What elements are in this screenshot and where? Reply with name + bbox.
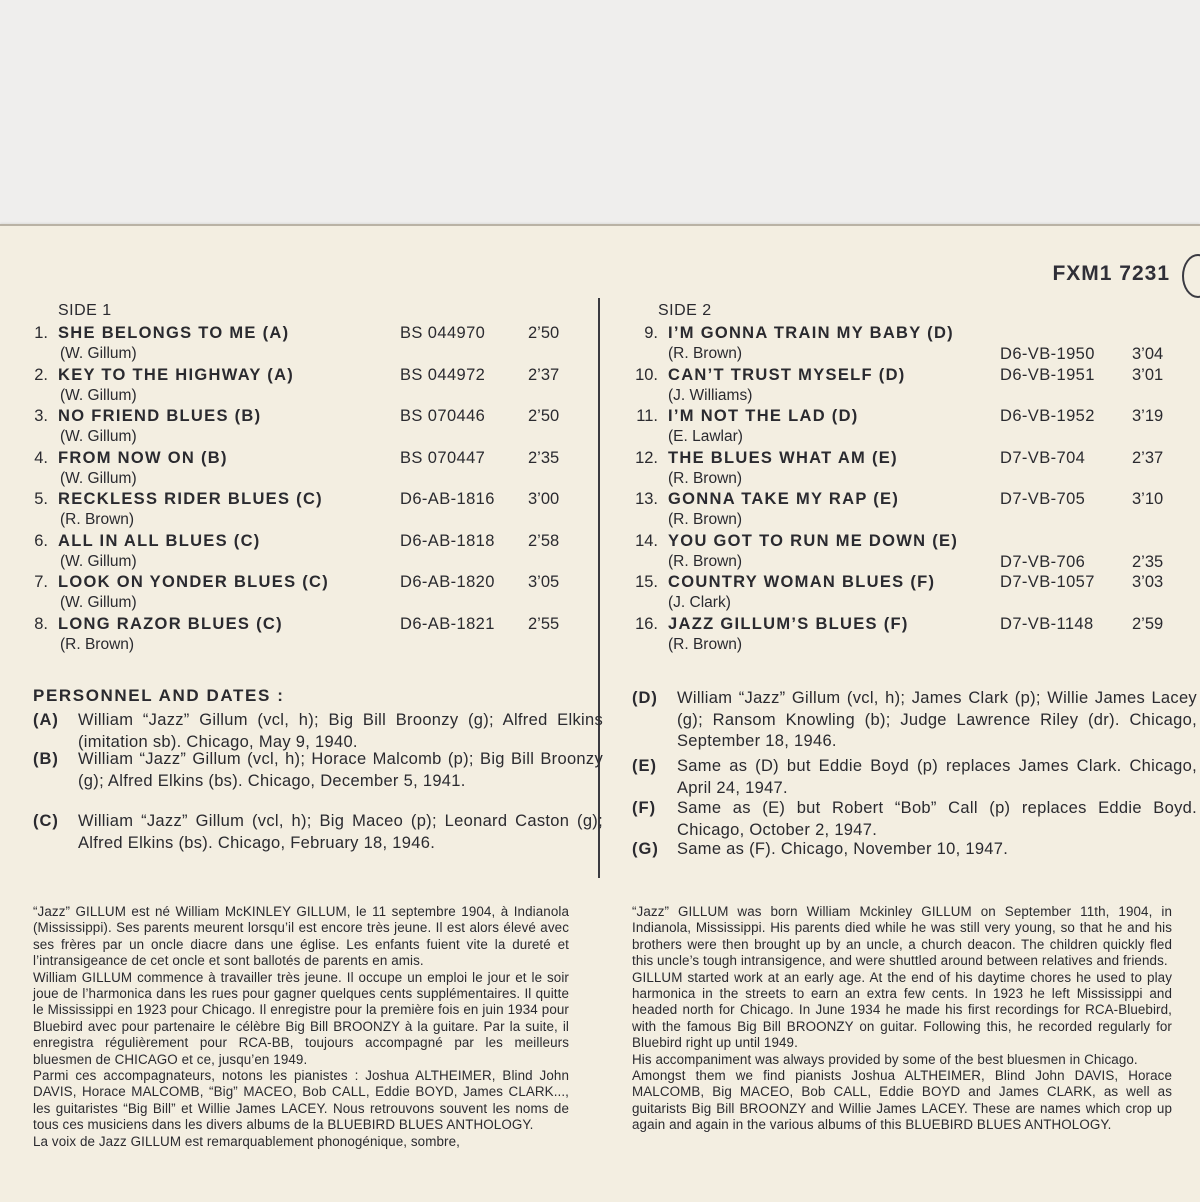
track-matrix-number: D6-VB-1950: [1000, 345, 1095, 363]
track-duration: 2’37: [1132, 448, 1164, 467]
track-matrix-number: D7-VB-1148: [1000, 614, 1094, 633]
track-number: 7.: [34, 573, 48, 591]
track-title: ALL IN ALL BLUES (C): [58, 531, 261, 550]
side-1-label: SIDE 1: [58, 302, 112, 319]
track-duration: 3’10: [1132, 490, 1164, 508]
track-row: [0, 407, 598, 449]
track-duration: 3’01: [1132, 365, 1164, 384]
track-row: [600, 407, 1200, 449]
track-composer: (R. Brown): [60, 635, 135, 653]
track-title: JAZZ GILLUM’S BLUES (F): [668, 614, 909, 633]
record-sleeve: [0, 224, 1200, 1202]
track-number: 12.: [635, 448, 658, 467]
track-composer: (W. Gillum): [60, 552, 137, 570]
track-duration: 3’04: [1132, 345, 1164, 363]
track-composer: (W. Gillum): [60, 594, 137, 611]
track-duration: 2’35: [1132, 552, 1164, 571]
track-title: LONG RAZOR BLUES (C): [58, 614, 283, 633]
track-composer: (W. Gillum): [60, 345, 137, 362]
track-matrix-number: D6-VB-1951: [1000, 365, 1095, 384]
track-number: 9.: [644, 324, 658, 342]
track-composer: (W. Gillum): [60, 386, 137, 404]
track-row: [0, 366, 598, 408]
track-number: 2.: [34, 365, 48, 384]
session-details: William “Jazz” Gillum (vcl, h); Horace Malcomb (p); Big Bill Broonzy (g); Alfred Elkins (bs). Chicago, December 5, 1941.: [78, 750, 603, 790]
track-matrix-number: BS 044970: [400, 324, 486, 342]
track-composer: (J. Williams): [668, 386, 753, 404]
session-details: William “Jazz” Gillum (vcl, h); Big Bill Broonzy (g); Alfred Elkins (imitation sb). Chicago, May 9, 1940.: [78, 711, 603, 751]
track-row: [600, 532, 1200, 574]
track-matrix-number: BS 070446: [400, 407, 486, 425]
track-matrix-number: D6-AB-1818: [400, 531, 495, 550]
track-number: 5.: [34, 490, 48, 508]
session-key: (C): [33, 812, 59, 830]
track-row: [0, 449, 598, 491]
session-key: (A): [33, 711, 59, 729]
catalog-logo-fragment: [1182, 254, 1200, 298]
track-duration: 3’05: [528, 573, 560, 591]
track-matrix-number: BS 044972: [400, 365, 486, 384]
track-matrix-number: D7-VB-705: [1000, 490, 1086, 508]
session-details: Same as (D) but Eddie Boyd (p) replaces James Clark. Chicago, April 24, 1947.: [677, 757, 1197, 797]
session-details: William “Jazz” Gillum (vcl, h); Big Maceo (p); Leonard Caston (g); Alfred Elkins (bs). Chicago, February 18, 1946.: [78, 812, 603, 852]
track-matrix-number: D6-AB-1820: [400, 573, 495, 591]
track-title: KEY TO THE HIGHWAY (A): [58, 365, 295, 384]
session-key: (B): [33, 750, 59, 768]
track-row: [600, 615, 1200, 657]
track-number: 3.: [34, 407, 48, 425]
session-key: (G): [632, 840, 659, 858]
track-row: [0, 532, 598, 574]
track-duration: 2’35: [528, 448, 560, 467]
track-composer: (E. Lawlar): [668, 428, 743, 445]
track-title: GONNA TAKE MY RAP (E): [668, 490, 900, 508]
track-duration: 2’55: [528, 614, 560, 633]
biography-paragraph: His accompaniment was always provided by some of the best bluesmen in Chicago.: [632, 1051, 1138, 1067]
session-key: (E): [632, 757, 657, 775]
track-composer: (R. Brown): [668, 635, 743, 653]
track-duration: 3’03: [1132, 573, 1164, 591]
track-matrix-number: D7-VB-706: [1000, 552, 1086, 571]
track-title: FROM NOW ON (B): [58, 448, 228, 467]
session-key: (D): [632, 689, 658, 707]
track-title: I’M GONNA TRAIN MY BABY (D): [668, 324, 954, 342]
track-row: [600, 366, 1200, 408]
biography-french: [33, 904, 569, 1150]
track-matrix-number: D7-VB-704: [1000, 448, 1086, 467]
track-composer: (R. Brown): [60, 511, 135, 528]
track-number: 10.: [635, 365, 658, 384]
track-title: SHE BELONGS TO ME (A): [58, 324, 290, 342]
session-key: (F): [632, 799, 657, 817]
session-details: Same as (F). Chicago, November 10, 1947.: [677, 840, 1009, 858]
session-details: Same as (E) but Robert “Bob” Call (p) replaces Eddie Boyd. Chicago, October 2, 1947.: [677, 799, 1197, 839]
track-row: [0, 573, 598, 615]
biography-paragraph: Amongst them we find pianists Joshua ALTHEIMER, Blind John DAVIS, Horace MALCOMB, Big MACEO, Bob CALL, Eddie BOYD and James CLARK, as well as guitarists Big Bill BROONZY and Willie James LACEY. These are names which crop up again and again in the various albums of this BLUEBIRD BLUES ANTHOLOGY.: [632, 1068, 1172, 1133]
biography-paragraph: William GILLUM commence à travailler très jeune. Il occupe un emploi le jour et le soir joue de l’harmonica dans les rues pour gagner quelques cents supplémentaires. Il quitte le Mississippi en 1923 pour Chicago. Il enregistre pour la première fois en juin 1934 pour Bluebird avec pour partenaire le célèbre Big Bill BROONZY à la guitare. Par la suite, il enregistra régulièrement pour RCA-BB, toujours accompagné par les meilleurs bluesmen de CHICAGO et ce, jusqu’en 1949.: [33, 969, 569, 1067]
biography-paragraph: La voix de Jazz GILLUM est remarquablement phonogénique, sombre,: [33, 1133, 460, 1149]
track-composer: (R. Brown): [668, 469, 743, 487]
track-composer: (R. Brown): [668, 345, 743, 362]
track-title: COUNTRY WOMAN BLUES (F): [668, 573, 936, 591]
track-duration: 2’37: [528, 365, 560, 384]
track-number: 1.: [34, 324, 48, 342]
track-matrix-number: D6-AB-1821: [400, 614, 495, 633]
track-number: 15.: [635, 573, 658, 591]
personnel-heading: PERSONNEL AND DATES :: [33, 686, 285, 705]
track-matrix-number: D7-VB-1057: [1000, 573, 1095, 591]
track-number: 11.: [636, 407, 658, 425]
track-duration: 3’19: [1132, 407, 1164, 425]
track-row: [600, 490, 1200, 532]
biography-paragraph: “Jazz” GILLUM was born William Mckinley GILLUM on September 11th, 1904, in Indianola, Mississippi. His parents died while he was still very young, so that he and his brothers were then brought up by an uncle, a church deacon. The children quickly fled this uncle’s tough intransigence, and were shuttled around between relatives and friends.: [632, 904, 1172, 969]
track-title: CAN’T TRUST MYSELF (D): [668, 365, 906, 384]
background-surface: [0, 0, 1200, 226]
track-number: 16.: [635, 614, 658, 633]
biography-paragraph: Parmi ces accompagnateurs, notons les pianistes : Joshua ALTHEIMER, Blind John DAVIS, Horace MALCOMB, “Big” MACEO, Bob CALL, Eddie BOYD, James CLARK..., les guitaristes “Big Bill” et Willie James LACEY. Nous retrouvons souvent les noms de tous ces musiciens dans les divers albums de la BLUEBIRD BLUES ANTHOLOGY.: [33, 1068, 569, 1133]
track-row: [0, 615, 598, 657]
biography-paragraph: GILLUM started work at an early age. At the end of his daytime chores he used to play harmonica in the streets to earn an extra few cents. In 1923 he left Mississippi and headed north for Chicago. In June 1934 he made his first recordings for RCA-Bluebird, with the famous Big Bill BROONZY on guitar. Following this, he recorded regularly for Bluebird right up until 1949.: [632, 969, 1172, 1051]
track-title: I’M NOT THE LAD (D): [668, 407, 859, 425]
track-composer: (R. Brown): [668, 511, 743, 528]
track-number: 4.: [34, 448, 48, 467]
track-title: YOU GOT TO RUN ME DOWN (E): [668, 531, 959, 550]
track-composer: (W. Gillum): [60, 428, 137, 445]
track-duration: 2’58: [528, 531, 560, 550]
track-duration: 2’50: [528, 407, 560, 425]
side-2-label: SIDE 2: [658, 302, 712, 319]
track-title: RECKLESS RIDER BLUES (C): [58, 490, 323, 508]
track-row: [600, 324, 1200, 366]
session-details: William “Jazz” Gillum (vcl, h); James Clark (p); Willie James Lacey (g); Ransom Knowling (b); Judge Lawrence Riley (dr). Chicago, September 18, 1946.: [677, 689, 1197, 750]
track-row: [600, 449, 1200, 491]
track-composer: (J. Clark): [668, 594, 731, 611]
track-number: 14.: [635, 531, 658, 550]
track-row: [0, 490, 598, 532]
track-matrix-number: D6-AB-1816: [400, 490, 495, 508]
track-number: 6.: [34, 531, 48, 550]
track-composer: (W. Gillum): [60, 469, 137, 487]
catalog-number: FXM1 7231: [1052, 262, 1170, 285]
biography-english: [632, 904, 1172, 1134]
track-matrix-number: D6-VB-1952: [1000, 407, 1095, 425]
track-row: [0, 324, 598, 366]
biography-paragraph: “Jazz” GILLUM est né William McKINLEY GILLUM, le 11 septembre 1904, à Indianola (Mississippi). Ses parents meurent lorsqu’il est encore très jeune. Il est alors élevé avec ses frères par un oncle diacre dans une église. Les enfants fuient vite la dureté et l’intransigeance de cet oncle et sont ballotés de parents en amis.: [33, 904, 569, 969]
track-title: THE BLUES WHAT AM (E): [668, 448, 898, 467]
track-matrix-number: BS 070447: [400, 448, 486, 467]
track-duration: 3’00: [528, 490, 560, 508]
track-composer: (R. Brown): [668, 552, 743, 570]
track-duration: 2’50: [528, 324, 560, 342]
track-duration: 2’59: [1132, 614, 1164, 633]
track-title: LOOK ON YONDER BLUES (C): [58, 573, 330, 591]
track-title: NO FRIEND BLUES (B): [58, 407, 262, 425]
track-number: 8.: [34, 614, 48, 633]
track-number: 13.: [635, 490, 658, 508]
track-row: [600, 573, 1200, 615]
